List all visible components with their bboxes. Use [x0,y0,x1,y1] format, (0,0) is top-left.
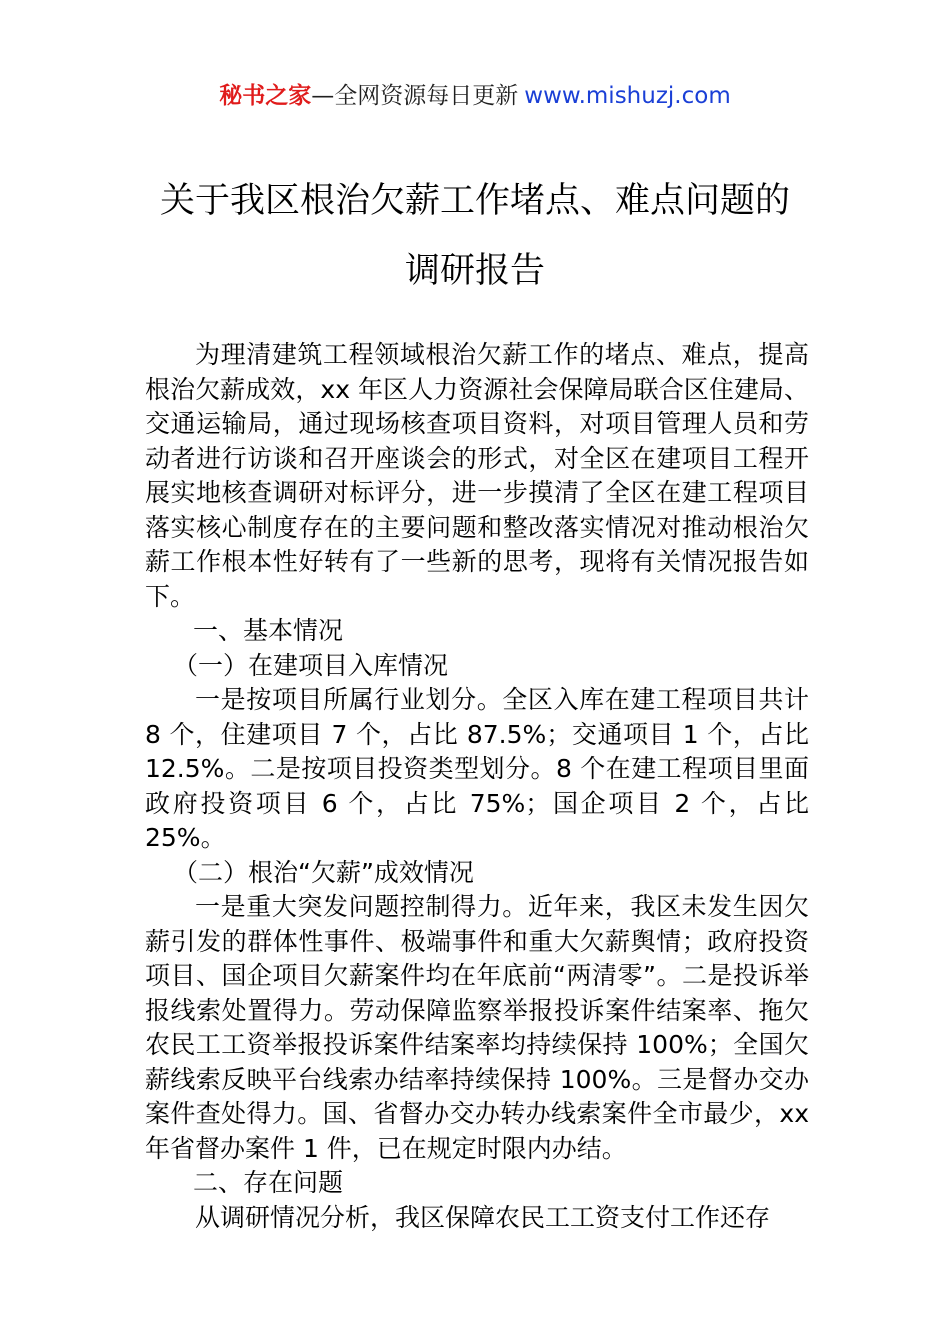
project-statistics-paragraph: 一是按项目所属行业划分。全区入库在建工程项目共计 8 个，住建项目 7 个，占比 87.5%；交通项目 1 个，占比 12.5%。二是按项目投资类型划分。8 个在建工程项目里面政府投资项目 6 个，占比 75%；国企项目 2 个，占比 25%。 [145,685,809,852]
document-body [145,338,809,1235]
document-title-line-1: 关于我区根治欠薪工作堵点、难点问题的 [159,181,790,221]
subsection-heading-results: （二）根治“欠薪”成效情况 [173,857,474,887]
header-tagline: —全网资源每日更新 [311,83,519,109]
section-heading-problems: 二、存在问题 [193,1168,344,1197]
problems-paragraph: 从调研情况分析，我区保障农民工工资支付工作还存 [195,1202,771,1232]
brand-name: 秘书之家 [219,83,312,109]
section-heading-basic-situation: 一、基本情况 [193,616,344,645]
intro-paragraph: 为理清建筑工程领域根治欠薪工作的堵点、难点，提高根治欠薪成效，xx 年区人力资源社会保障局联合区住建局、交通运输局，通过现场核查项目资料，对项目管理人员和劳动者进行访谈和召开座谈会的形式，对全区在建项目工程开展实地核查调研对标评分，进一步摸清了全区在建工程项目落实核心制度存在的主要问题和整改落实情况对推动根治欠薪工作根本性好转有了一些新的思考，现将有关情况报告如下。 [145,340,809,611]
site-header [0,80,950,112]
site-url[interactable]: www.mishuzj.com [524,83,731,109]
results-paragraph: 一是重大突发问题控制得力。近年来，我区未发生因欠薪引发的群体性事件、极端事件和重大欠薪舆情；政府投资项目、国企项目欠薪案件均在年底前“两清零”。二是投诉举报线索处置得力。劳动保障监察举报投诉案件结案率、拖欠农民工工资举报投诉案件结案率均持续保持 100%；全国欠薪线索反映平台线索办结率持续保持 100%。三是督办交办案件查处得力。国、省督办交办转办线索案件全市最少，xx 年省督办案件 1 件，已在规定时限内办结。 [145,892,809,1163]
subsection-heading-project-registration: （一）在建项目入库情况 [173,650,449,680]
document-title-line-2: 调研报告 [404,251,545,291]
